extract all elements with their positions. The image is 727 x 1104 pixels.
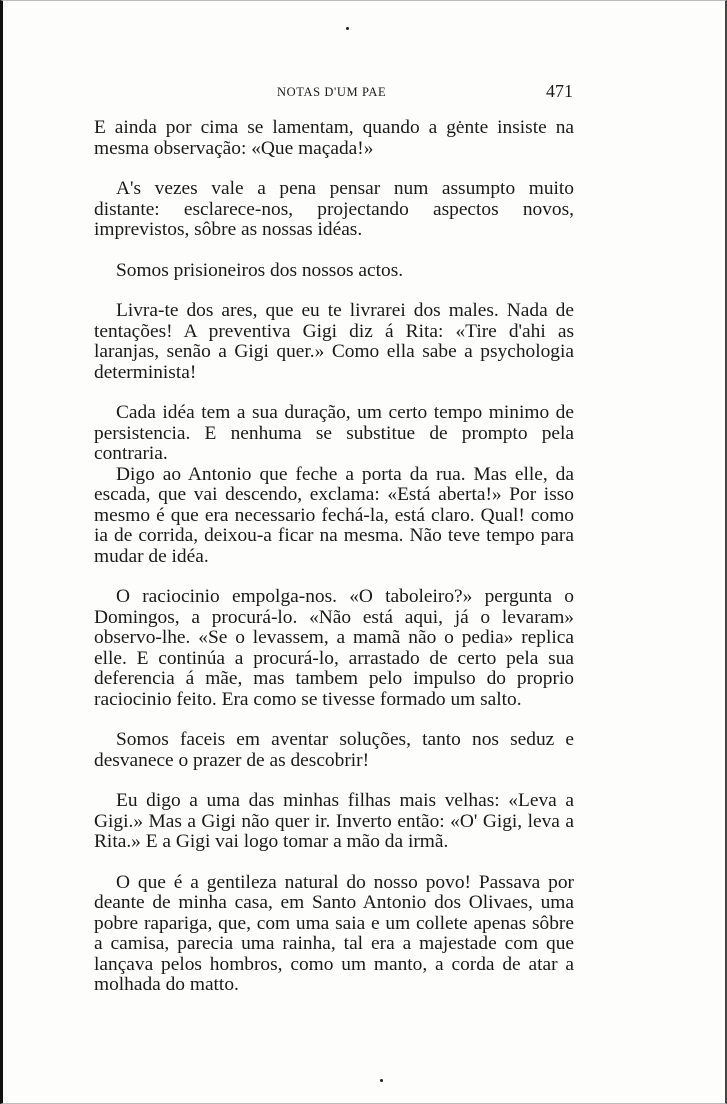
paragraph: Cada idéa tem a sua duração, um certo tempo minimo de persistencia. E nenhuma se substitue de prompto pela contraria. (94, 402, 574, 464)
paragraph: Somos prisioneiros dos nossos actos. (116, 259, 404, 281)
paragraph: Digo ao Antonio que feche a porta da rua. Mas elle, da escada, que vai descendo, exclama: «Está aberta!» Por isso mesmo é que era necessario fechá-la, está claro. Qual! como ia de corrida, deixou-a ficar na mesma. Não teve tempo para mudar de idéa. (94, 463, 574, 567)
paragraph: A's vezes vale a pena pensar num assumpto muito distante: esclarece-nos, projectando aspectos novos, imprevistos, sôbre as nossas idéas. (94, 178, 574, 240)
page-number: 471 (546, 81, 573, 101)
running-title: NOTAS D'UM PAE (277, 85, 387, 99)
paragraph: Livra-te dos ares, que eu te livrarei dos males. Nada de tentações! A preventiva Gigi diz á Rita: «Tire d'ahi as laranjas, senão a Gigi quer.» Como ella sabe a psychologia determinista! (94, 300, 574, 383)
page-header (93, 81, 573, 105)
paragraph: Eu digo a uma das minhas filhas mais velhas: «Leva a Gigi.» Mas a Gigi não quer ir. Inverto então: «O' Gigi, leva a Rita.» E a Gigi vai logo tomar a mão da irmã. (94, 790, 574, 852)
paragraph: O que é a gentileza natural do nosso povo! Passava por deante de minha casa, em Santo Antonio dos Olivaes, uma pobre rapariga, que, com uma saia e um collete apenas sôbre a camisa, parecia uma rainha, tal era a majestade com que lançava pelos hombros, como um manto, a corda de atar a molhada do matto. (94, 871, 574, 995)
ink-speck (346, 27, 349, 30)
paragraph: O raciocinio empolga-nos. «O taboleiro?» pergunta o Domingos, a procurá-lo. «Não está aqui, já o levaram» observo-lhe. «Se o levassem, a mamã não o pedia» replica elle. E continúa a procurá-lo, arrastado de certo pela sua deferencia á mãe, mas tambem pelo impulso do proprio raciocinio feito. Era como se tivesse formado um salto. (94, 586, 574, 710)
ink-speck (380, 1079, 383, 1082)
paragraph: Somos faceis em aventar soluções, tanto nos seduz e desvanece o prazer de as descobrir! (94, 729, 574, 771)
page-body (94, 118, 574, 996)
paragraph: E ainda por cima se lamentam, quando a gente insiste na mesma observação: «Que maçada!» (94, 117, 574, 159)
